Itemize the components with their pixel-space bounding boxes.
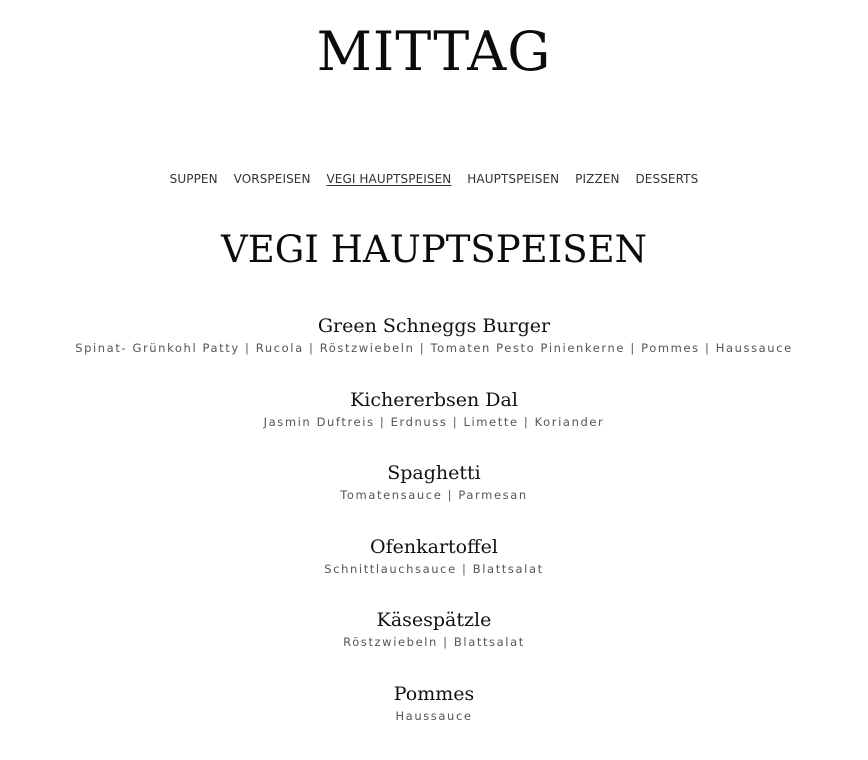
menu-item <box>0 387 868 461</box>
menu-list <box>0 313 868 754</box>
menu-item <box>0 313 868 387</box>
dish-name: Ofenkartoffel <box>370 535 498 558</box>
menu-item <box>0 681 868 755</box>
menu-item <box>0 607 868 681</box>
dish-name: Pommes <box>393 682 475 705</box>
nav-item-hauptspeisen[interactable]: HAUPTSPEISEN <box>467 172 560 186</box>
dish-name: Spaghetti <box>387 462 481 484</box>
page-title: MITTAG <box>316 20 552 83</box>
nav-item-desserts[interactable]: DESSERTS <box>635 172 699 186</box>
dish-description: Schnittlauchsauce | Blattsalat <box>324 561 544 576</box>
nav-item-pizzen[interactable]: PIZZEN <box>575 172 620 186</box>
dish-description: Tomatensauce | Parmesan <box>340 488 528 502</box>
dish-name: Kichererbsen Dal <box>350 388 518 411</box>
section-title: VEGI HAUPTSPEISEN <box>220 228 647 271</box>
category-nav <box>0 172 868 186</box>
dish-description: Haussauce <box>395 708 473 723</box>
menu-item <box>0 460 868 534</box>
nav-item-vorspeisen[interactable]: VORSPEISEN <box>233 172 311 186</box>
dish-description: Jasmin Duftreis | Erdnuss | Limette | Koriander <box>263 414 605 429</box>
nav-item-vegi-hauptspeisen[interactable]: VEGI HAUPTSPEISEN <box>326 172 452 186</box>
nav-item-suppen[interactable]: SUPPEN <box>169 172 218 186</box>
dish-name: Green Schneggs Burger <box>317 315 551 337</box>
dish-description: Spinat- Grünkohl Patty | Rucola | Röstzwiebeln | Tomaten Pesto Pinienkerne | Pommes | Haussauce <box>75 341 793 355</box>
dish-description: Röstzwiebeln | Blattsalat <box>343 635 525 649</box>
menu-item <box>0 534 868 608</box>
dish-name: Käsespätzle <box>376 609 492 631</box>
